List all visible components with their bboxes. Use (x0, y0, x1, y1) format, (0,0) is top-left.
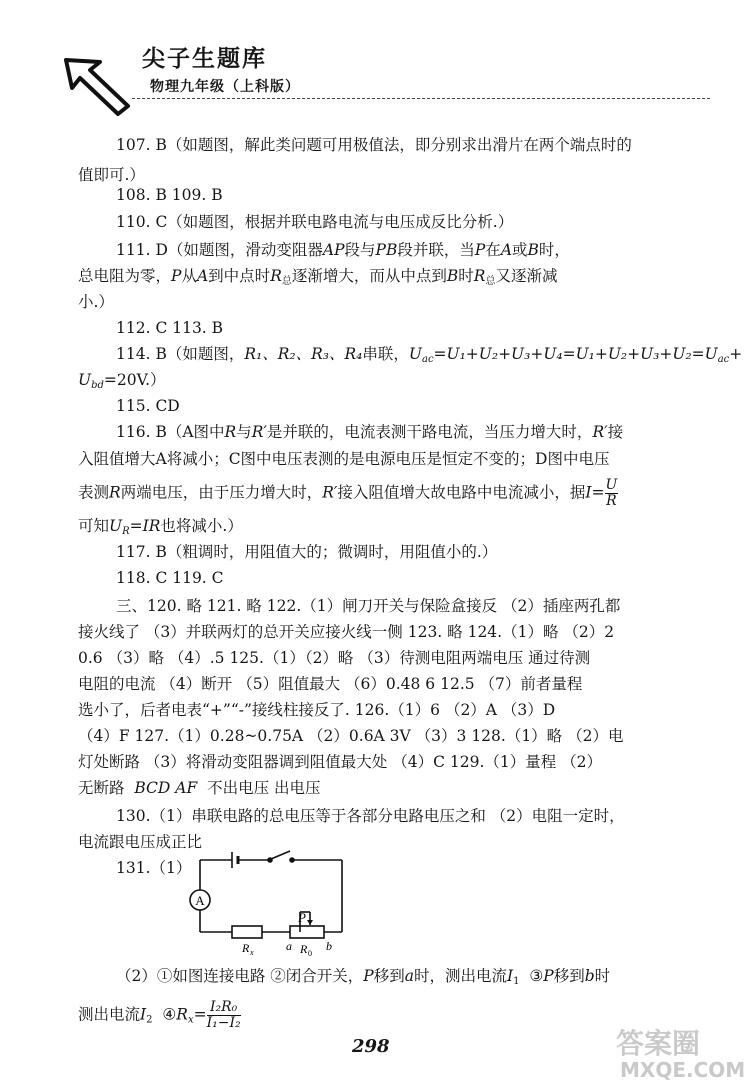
r0-label: R (300, 942, 308, 956)
answer-line: （2）①如图连接电路 ②闭合开关，P移到a时，测出电流$I_1$ ③P移到b时 (116, 967, 611, 987)
answer-line: 131.（1） (116, 859, 192, 877)
answer-line: 117. B（粗调时，用阻值大的；微调时，用阻值小的.） (116, 543, 498, 561)
answer-line: 三、120. 略 121. 略 122.（1）闸刀开关与保险盒接反 （2）插座两孔都 (116, 597, 621, 615)
rheostat-r0 (290, 926, 324, 938)
answer-line: 111. D（如题图，滑动变阻器AP段与PB段并联，当P在A或B时， (116, 241, 570, 259)
answer-line: 0.6 （3）略 （4）.5 125.（1）（2）略 （3）待测电阻两端电压 通过待测 (78, 649, 591, 667)
watermark-logo: 答案圈 (616, 1027, 701, 1060)
answer-line: 选小了，后者电表“+”“-”接线柱接反了. 126.（1）6 （2）A （3）D (78, 701, 556, 719)
fraction: $\frac{\text{I₂R₀}}{\text{I₁−I₂}}$ (206, 999, 241, 1031)
r0-subscript: 0 (308, 949, 312, 958)
answer-line: 电阻的电流 （4）断开 （5）阻值最大 （6）0.48 6 12.5 （7）前者量程 (78, 675, 583, 693)
answer-line: 108. B 109. B (116, 186, 223, 204)
answer-line: 总电阻为零，P从A到中点时$R_总$逐渐增大，而从中点到B时$R_总$又逐渐减 (78, 267, 558, 287)
rx-label: R (242, 941, 250, 955)
resistor-rx (232, 926, 262, 938)
terminal-a-label: a (286, 939, 292, 953)
answer-line: 107. B（如题图，解此类问题可用极值法，即分别求出滑片在两个端点时的 (116, 136, 632, 154)
switch-blade (271, 851, 290, 859)
answer-line: 116. B（A图中R与R′是并联的，电流表测干路电流，当压力增大时，R′接 (116, 423, 624, 441)
answer-line: 电流跟电压成正比 (78, 833, 203, 851)
arrow-logo-icon (62, 56, 132, 116)
answer-line: $U_{bd}=20V$.） (78, 371, 166, 391)
answer-line: 可知$U_R=IR$也将减小.） (78, 517, 243, 537)
answer-line: 无断路 BCD AF 不出电压 出电压 (78, 779, 321, 797)
answer-line: 测出电流$I_2$ $④R_x=$ $\frac{\text{I₂R₀}}{\text{I₁−I₂}}$ (78, 999, 241, 1031)
answer-line: （4）F 127.（1）0.28~0.75A （2）0.6A 3V （3）3 128.（1）略 （2）电 (78, 727, 624, 745)
ammeter-label: A (195, 893, 205, 908)
answer-line: 灯处断路 （3）将滑动变阻器调到阻值最大处 （4）C 129.（1）量程 （2） (78, 753, 603, 771)
circuit-diagram (186, 850, 356, 962)
book-subtitle: 物理九年级（上科版） (150, 79, 300, 95)
answer-line: 112. C 113. B (116, 319, 224, 337)
answer-line: 入阻值增大A将减小；C图中电压表测的是电源电压是恒定不变的；D图中电压 (78, 450, 610, 468)
slider-label: P (298, 910, 306, 925)
book-title: 尖子生题库 (142, 46, 267, 72)
answer-line: 表测R两端电压，由于压力增大时，R′接入阻值增大故电路中电流减小，据I= $\frac{U}{R}$ (78, 477, 618, 509)
watermark-url: MXQE.COM (620, 1058, 746, 1082)
answer-line: 小.） (78, 293, 114, 311)
answer-line: 130.（1）串联电路的总电压等于各部分电路电压之和 （2）电阻一定时， (116, 807, 625, 825)
page-number: 298 (352, 1036, 390, 1057)
answer-line: 115. CD (116, 397, 180, 415)
answer-line: 接火线了 （3）并联两灯的总开关应接火线一侧 123. 略 124.（1）略 （2）2 (78, 623, 615, 641)
answer-line: 118. C 119. C (116, 569, 224, 587)
answer-line: 114. B（如题图，R₁、R₂、R₃、R₄串联，$U_{ac}=U_1+U_2+U_3+U_4=U_1+U_2+U_3+U_2=U_{ac}+$ (116, 345, 743, 365)
answer-line: 110. C（如题图，根据并联电路电流与电压成反比分析.） (116, 213, 514, 231)
fraction: $\frac{U}{R}$ (605, 477, 618, 509)
terminal-b-label: b (326, 939, 332, 953)
header-divider (132, 98, 710, 99)
rx-subscript: x (250, 948, 254, 957)
answer-line: 值即可.） (78, 166, 145, 184)
